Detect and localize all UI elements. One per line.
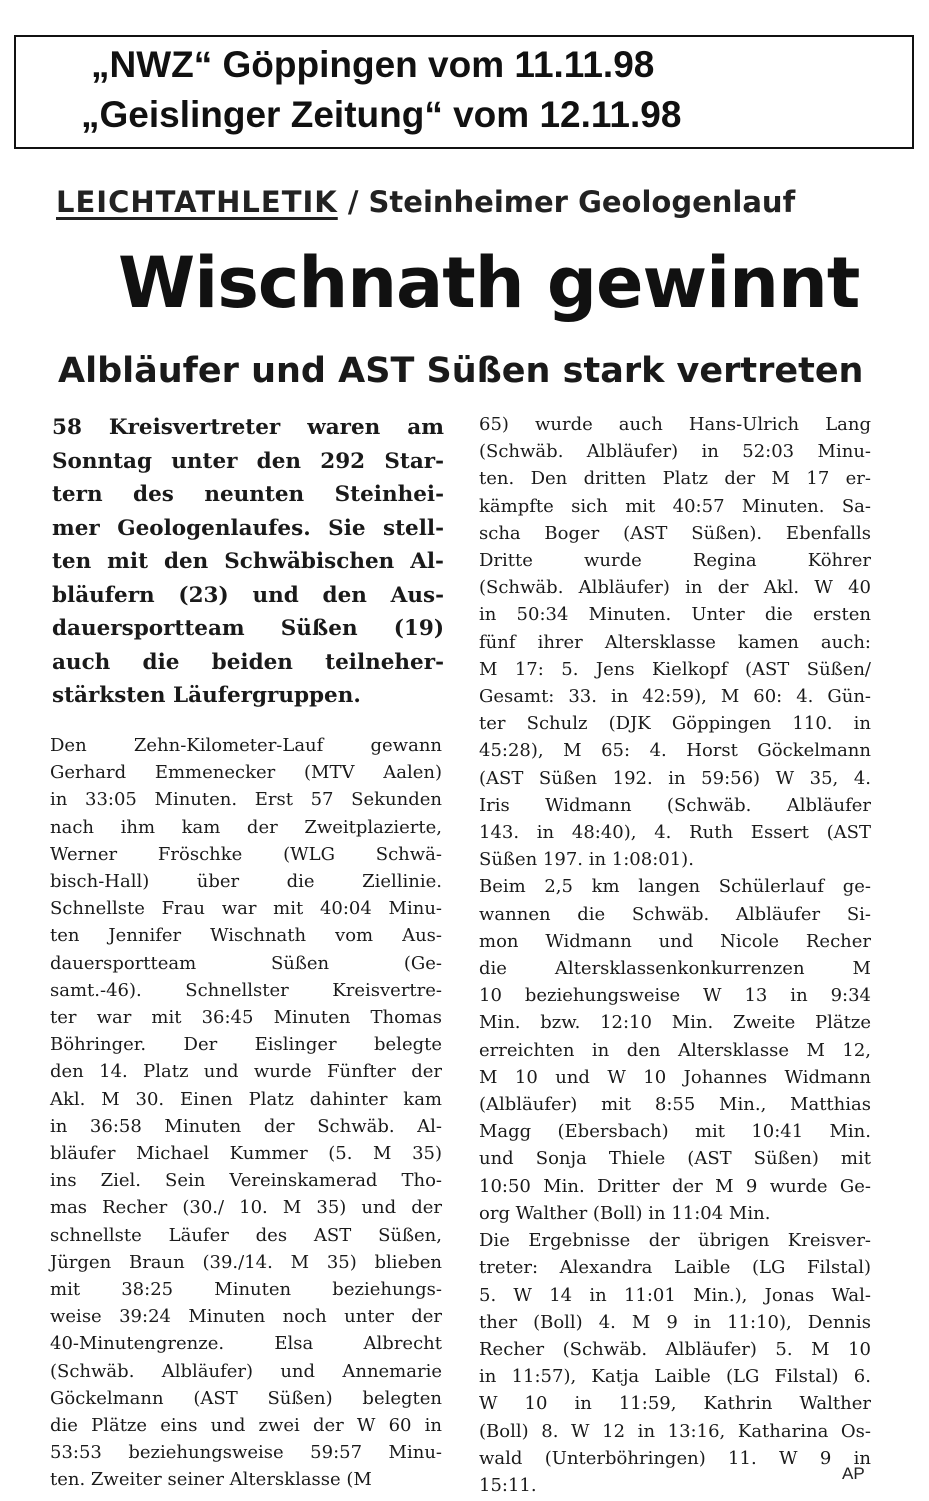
right-text-line: fünf ihrer Altersklasse kamen auch: <box>479 631 871 653</box>
left-text-line: Böhringer. Der Eislinger belegte <box>50 1034 442 1056</box>
left-text-line: ten. Zweiter seiner Altersklasse (M <box>50 1469 372 1491</box>
right-text-line: (AST Süßen 192. in 59:56) W 35, 4. <box>479 767 871 789</box>
right-text-line: (Schwäb. Albläufer) in 52:03 Minu- <box>479 441 871 463</box>
left-text-line: ter war mit 36:45 Minuten Thomas <box>50 1007 442 1029</box>
right-text-line: 5. W 14 in 11:01 Min.), Jonas Wal- <box>479 1284 871 1306</box>
lead-paragraph <box>52 411 444 713</box>
source-line-nwz: „NWZ“ Göppingen vom 11.11.98 <box>91 44 655 85</box>
right-text-line: Iris Widmann (Schwäb. Albläufer <box>479 794 871 816</box>
right-text-line: treter: Alexandra Laible (LG Filstal) <box>479 1257 871 1279</box>
right-text-line: Recher (Schwäb. Albläufer) 5. M 10 <box>479 1338 871 1360</box>
lead-text-line: dauersportteam Süßen (19) <box>52 616 444 641</box>
right-text-line: (Boll) 8. W 12 in 13:16, Katharina Os- <box>479 1420 871 1442</box>
right-text-line: und Sonja Thiele (AST Süßen) mit <box>479 1148 871 1170</box>
right-text-line: 45:28), M 65: 4. Horst Göckelmann <box>479 740 871 762</box>
left-text-line: ten Jennifer Wischnath vom Aus- <box>50 925 442 947</box>
right-text-line: 10:50 Min. Dritter der M 9 wurde Ge- <box>479 1175 871 1197</box>
article-kicker <box>56 185 795 219</box>
right-text-line: Die Ergebnisse der übrigen Kreisver- <box>479 1230 871 1252</box>
lead-text-line: bläufern (23) und den Aus- <box>52 582 444 608</box>
left-text-line: mas Recher (30./ 10. M 35) und der <box>50 1197 442 1219</box>
left-text-line: bläufer Michael Kummer (5. M 35) <box>50 1143 442 1165</box>
right-text-line: org Walther (Boll) in 11:04 Min. <box>479 1202 771 1224</box>
left-text-line: Gerhard Emmenecker (MTV Aalen) <box>50 762 442 784</box>
left-text-line: die Plätze eins und zwei der W 60 in <box>50 1415 442 1437</box>
source-citation-box <box>14 35 914 149</box>
left-text-line: (Schwäb. Albläufer) und Annemarie <box>50 1360 442 1382</box>
right-text-line: (Schwäb. Albläufer) in der Akl. W 40 <box>479 577 871 599</box>
right-text-line: Magg (Ebersbach) mit 10:41 Min. <box>479 1121 871 1143</box>
author-signature: AP <box>842 1464 865 1483</box>
right-text-line: in 50:34 Minuten. Unter die ersten <box>479 604 871 626</box>
left-text-line: Göckelmann (AST Süßen) belegten <box>50 1387 442 1409</box>
left-text-line: dauersportteam Süßen (Ge- <box>50 952 442 974</box>
right-text-line: 10 beziehungsweise W 13 in 9:34 <box>479 985 871 1007</box>
right-text-line: 15:11. <box>479 1474 537 1496</box>
right-text-line: M 17: 5. Jens Kielkopf (AST Süßen/ <box>479 658 871 680</box>
body-column-right <box>479 411 871 1499</box>
lead-text-line: Sonntag unter den 292 Star- <box>52 448 444 474</box>
right-text-line: Min. bzw. 12:10 Min. Zweite Plätze <box>479 1012 871 1034</box>
right-text-line: mon Widmann und Nicole Recher <box>479 930 871 952</box>
topic-label: / Steinheimer Geologenlauf <box>337 185 796 219</box>
left-text-line: mit 38:25 Minuten beziehungs- <box>50 1279 442 1301</box>
right-text-line: erreichten in den Altersklasse M 12, <box>479 1039 871 1061</box>
rubric-label: LEICHTATHLETIK <box>56 185 338 219</box>
article-headline: Wischnath gewinnt <box>118 242 860 324</box>
left-text-line: 53:53 beziehungsweise 59:57 Minu- <box>50 1442 442 1464</box>
left-text-line: 40-Minutengrenze. Elsa Albrecht <box>50 1333 442 1355</box>
lead-text-line: tern des neunten Steinhei- <box>52 482 444 507</box>
left-text-line: schnellste Läufer des AST Süßen, <box>50 1224 442 1246</box>
right-text-line: W 10 in 11:59, Kathrin Walther <box>479 1393 871 1415</box>
body-column-left <box>50 732 442 1494</box>
source-line-geislinger: „Geislinger Zeitung“ vom 12.11.98 <box>81 94 682 135</box>
lead-text-line: stärksten Läufergruppen. <box>52 683 361 708</box>
right-text-line: in 11:57), Katja Laible (LG Filstal) 6. <box>479 1366 871 1388</box>
right-text-line: (Albläufer) mit 8:55 Min., Matthias <box>479 1094 871 1116</box>
right-text-line: wald (Unterböhringen) 11. W 9 in <box>479 1447 871 1469</box>
right-text-line: Dritte wurde Regina Köhrer <box>479 550 871 572</box>
right-text-line: kämpfte sich mit 40:57 Minuten. Sa- <box>479 495 871 517</box>
right-text-line: die Altersklassenkonkurrenzen M <box>479 958 871 980</box>
article-subheadline: Albläufer und AST Süßen stark vertreten <box>58 351 864 391</box>
right-text-line: ter Schulz (DJK Göppingen 110. in <box>479 713 871 735</box>
lead-text-line: auch die beiden teilneher- <box>52 649 444 675</box>
right-text-line: scha Boger (AST Süßen). Ebenfalls <box>479 522 871 544</box>
right-text-line: M 10 und W 10 Johannes Widmann <box>479 1066 871 1088</box>
left-text-line: Den Zehn-Kilometer-Lauf gewann <box>50 735 442 756</box>
left-text-line: Akl. M 30. Einen Platz dahinter kam <box>50 1088 442 1110</box>
right-text-line: ther (Boll) 4. M 9 in 11:10), Dennis <box>479 1311 871 1333</box>
left-text-line: ins Ziel. Sein Vereinskamerad Tho- <box>50 1170 442 1192</box>
left-text-line: den 14. Platz und wurde Fünfter der <box>50 1061 442 1083</box>
lead-text-line: mer Geologenlaufes. Sie stell- <box>52 515 444 541</box>
right-text-line: 65) wurde auch Hans-Ulrich Lang <box>479 414 871 435</box>
right-text-line: wannen die Schwäb. Albläufer Si- <box>479 903 871 925</box>
right-text-line: 143. in 48:40), 4. Ruth Essert (AST <box>479 822 871 844</box>
right-text-line: ten. Den dritten Platz der M 17 er- <box>479 468 871 490</box>
left-text-line: bisch-Hall) über die Ziellinie. <box>50 871 442 893</box>
left-text-line: nach ihm kam der Zweitplazierte, <box>50 816 442 838</box>
lead-text-line: ten mit den Schwäbischen Al- <box>52 549 444 574</box>
right-text-line: Beim 2,5 km langen Schülerlauf ge- <box>479 876 871 898</box>
right-text-line: Süßen 197. in 1:08:01). <box>479 849 694 871</box>
left-text-line: Schnellste Frau war mit 40:04 Minu- <box>50 898 442 920</box>
left-text-line: Werner Fröschke (WLG Schwä- <box>50 843 442 865</box>
left-text-line: samt.-46). Schnellster Kreisvertre- <box>50 979 442 1001</box>
left-text-line: weise 39:24 Minuten noch unter der <box>50 1306 442 1328</box>
left-text-line: in 33:05 Minuten. Erst 57 Sekunden <box>50 789 442 811</box>
left-text-line: in 36:58 Minuten der Schwäb. Al- <box>50 1115 442 1137</box>
right-text-line: Gesamt: 33. in 42:59), M 60: 4. Gün- <box>479 686 871 708</box>
lead-text-line: 58 Kreisvertreter waren am <box>52 415 444 440</box>
left-text-line: Jürgen Braun (39./14. M 35) blieben <box>50 1251 442 1273</box>
